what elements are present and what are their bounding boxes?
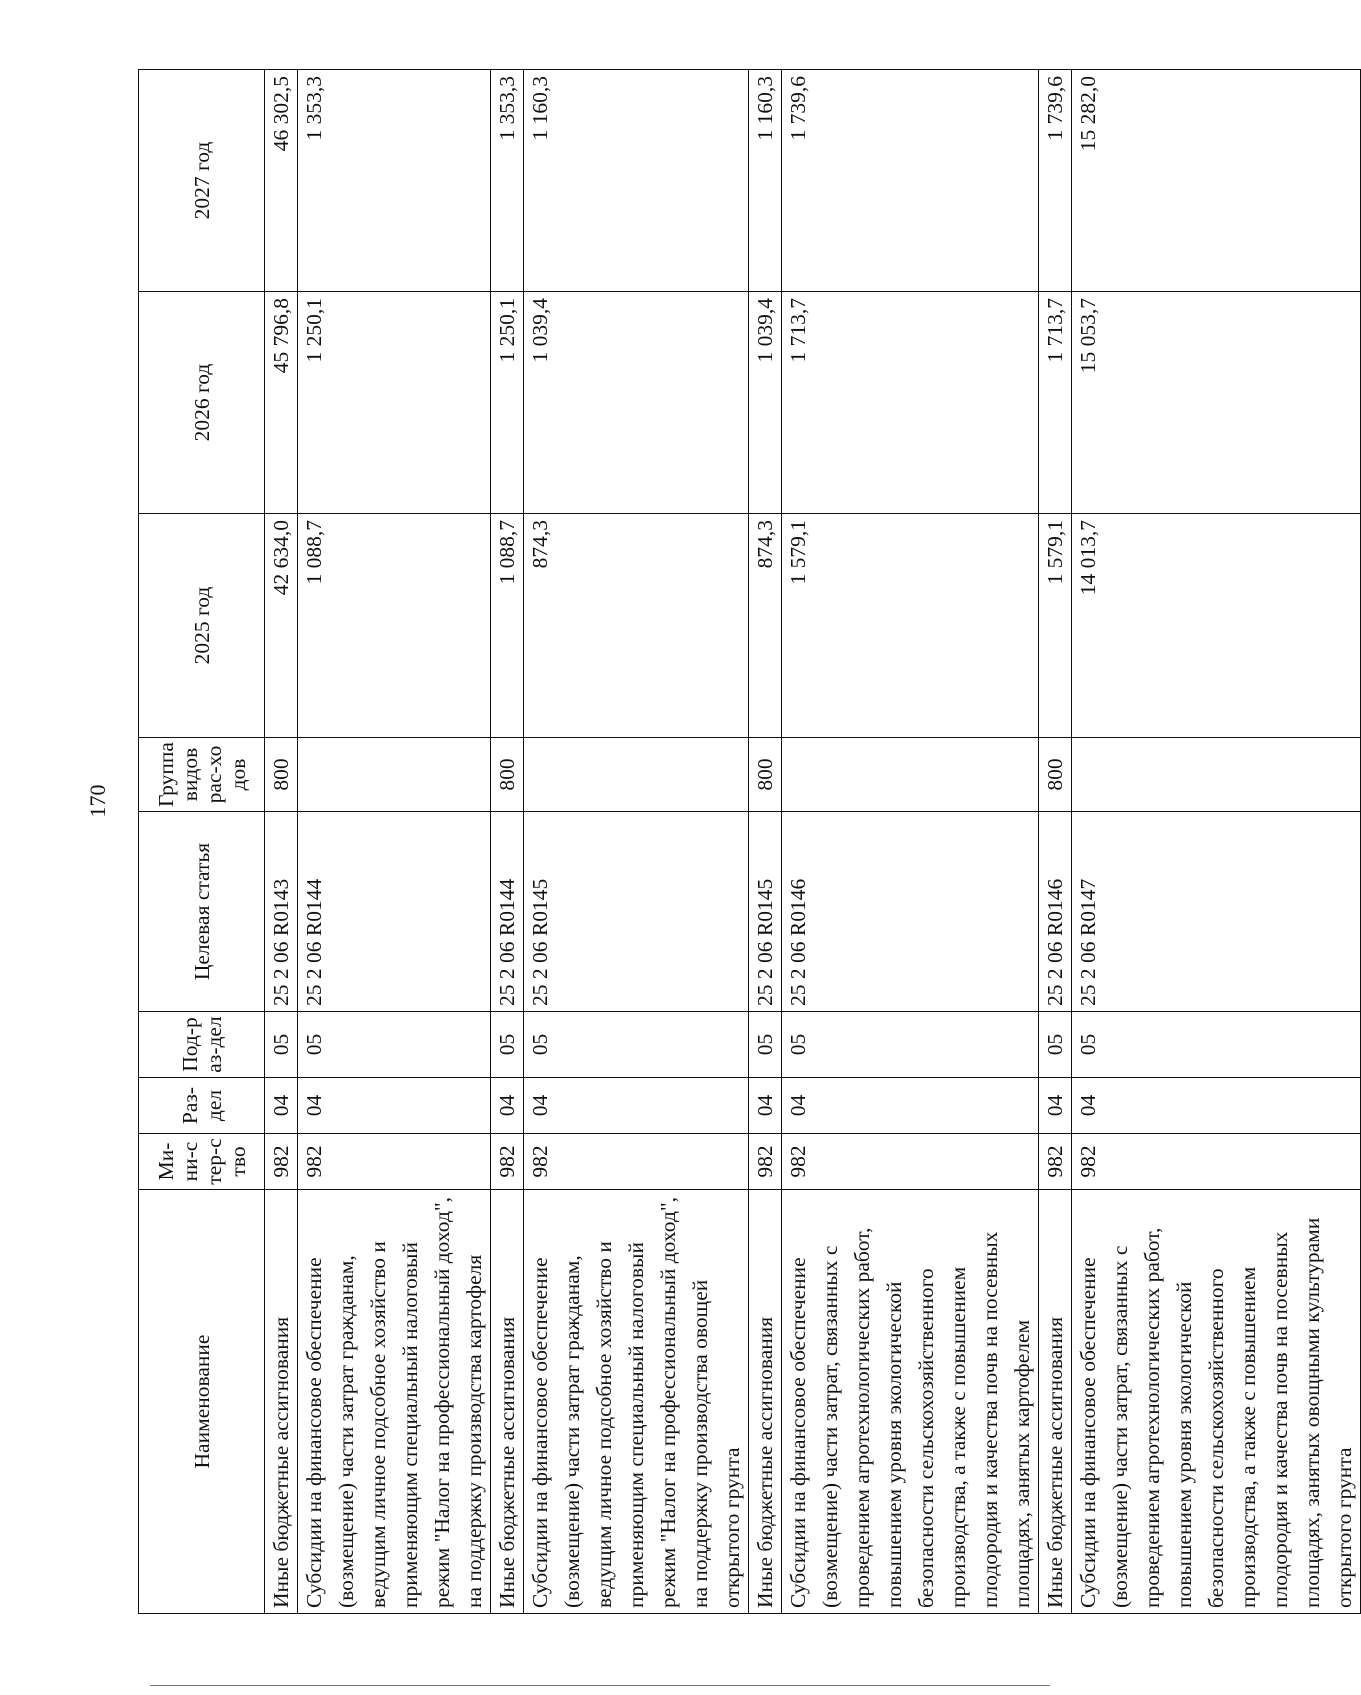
cell-name: Субсидии на финансовое обеспечение (возмещение) части затрат гражданам, ведущим личное подсобное хозяйство и применяющим специальный налоговый режим "Налог на профессиональный доход", на поддержку производства овощей открытого грунта: [524, 1190, 749, 1614]
header-expense-group: Группа видов рас-ходов: [139, 738, 265, 812]
cell-2026: 1 713,7: [782, 292, 1039, 514]
cell-2026: 1 250,1: [491, 292, 524, 514]
cell-target: 25 2 06 R0144: [298, 812, 491, 1012]
cell-expense-group: 800: [1039, 738, 1072, 812]
header-row: [139, 70, 265, 1614]
cell-2025: 1 088,7: [298, 514, 491, 738]
table-row: [265, 70, 298, 1614]
cell-ministry: 982: [1072, 1134, 1361, 1190]
cell-ministry: 982: [749, 1134, 782, 1190]
table-row: [524, 70, 749, 1614]
table-row: [749, 70, 782, 1614]
cell-2025: 1 088,7: [491, 514, 524, 738]
header-2026: 2026 год: [139, 292, 265, 514]
table-row: [782, 70, 1039, 1614]
cell-expense-group: [298, 738, 491, 812]
cell-2027: 15 282,0: [1072, 70, 1361, 292]
table-row: [1072, 70, 1361, 1614]
cell-section: 04: [782, 1078, 1039, 1134]
table-row: [298, 70, 491, 1614]
cell-ministry: 982: [1039, 1134, 1072, 1190]
cell-target: 25 2 06 R0144: [491, 812, 524, 1012]
cell-expense-group: 800: [749, 738, 782, 812]
cell-2026: 45 796,8: [265, 292, 298, 514]
header-ministry: Ми-ни-стер-ство: [139, 1134, 265, 1190]
cell-2027: 1 739,6: [782, 70, 1039, 292]
cell-2027: 46 302,5: [265, 70, 298, 292]
cell-section: 04: [491, 1078, 524, 1134]
cell-2025: 1 579,1: [1039, 514, 1072, 738]
cell-2025: 874,3: [749, 514, 782, 738]
cell-ministry: 982: [265, 1134, 298, 1190]
cell-subsection: 05: [298, 1012, 491, 1078]
cell-2026: 1 713,7: [1039, 292, 1072, 514]
cell-subsection: 05: [265, 1012, 298, 1078]
cell-2025: 42 634,0: [265, 514, 298, 738]
cell-2027: 1 739,6: [1039, 70, 1072, 292]
cell-name: Иные бюджетные ассигнования: [749, 1190, 782, 1614]
cell-expense-group: [782, 738, 1039, 812]
cell-2026: 1 039,4: [524, 292, 749, 514]
cell-2026: 15 053,7: [1072, 292, 1361, 514]
cell-name: Иные бюджетные ассигнования: [265, 1190, 298, 1614]
cell-ministry: 982: [298, 1134, 491, 1190]
table-row: [1039, 70, 1072, 1614]
cell-2025: 14 013,7: [1072, 514, 1361, 738]
cell-section: 04: [1039, 1078, 1072, 1134]
page-number: 170: [85, 784, 110, 818]
cell-expense-group: 800: [491, 738, 524, 812]
cell-2027: 1 353,3: [298, 70, 491, 292]
header-subsection: Под-раз-дел: [139, 1012, 265, 1078]
budget-table: [138, 69, 1361, 1614]
cell-2025: 1 579,1: [782, 514, 1039, 738]
cell-target: 25 2 06 R0145: [524, 812, 749, 1012]
cell-subsection: 05: [1072, 1012, 1361, 1078]
cell-name: Субсидии на финансовое обеспечение (возмещение) части затрат гражданам, ведущим личное подсобное хозяйство и применяющим специальный налоговый режим "Налог на профессиональный доход", на поддержку производства картофеля: [298, 1190, 491, 1614]
cell-name: Субсидии на финансовое обеспечение (возмещение) части затрат, связанных с проведением агротехнологических работ, повышением уровня экологической безопасности сельскохозяйственного производства, а также с повышением плодородия и качества почв на посевных площадях, занятых картофелем: [782, 1190, 1039, 1614]
page-bottom-rule: [150, 1685, 1050, 1686]
cell-expense-group: 800: [265, 738, 298, 812]
cell-subsection: 05: [782, 1012, 1039, 1078]
table-row: [491, 70, 524, 1614]
cell-subsection: 05: [524, 1012, 749, 1078]
cell-2027: 1 160,3: [524, 70, 749, 292]
cell-target: 25 2 06 R0146: [782, 812, 1039, 1012]
cell-section: 04: [749, 1078, 782, 1134]
cell-section: 04: [265, 1078, 298, 1134]
cell-expense-group: [524, 738, 749, 812]
cell-target: 25 2 06 R0146: [1039, 812, 1072, 1012]
cell-subsection: 05: [749, 1012, 782, 1078]
cell-name: Иные бюджетные ассигнования: [1039, 1190, 1072, 1614]
cell-2027: 1 160,3: [749, 70, 782, 292]
header-section: Раз-дел: [139, 1078, 265, 1134]
header-2027: 2027 год: [139, 70, 265, 292]
cell-target: 25 2 06 R0145: [749, 812, 782, 1012]
cell-expense-group: [1072, 738, 1361, 812]
header-2025: 2025 год: [139, 514, 265, 738]
cell-ministry: 982: [524, 1134, 749, 1190]
cell-name: Иные бюджетные ассигнования: [491, 1190, 524, 1614]
cell-ministry: 982: [491, 1134, 524, 1190]
cell-subsection: 05: [1039, 1012, 1072, 1078]
cell-target: 25 2 06 R0143: [265, 812, 298, 1012]
cell-section: 04: [1072, 1078, 1361, 1134]
cell-section: 04: [524, 1078, 749, 1134]
cell-section: 04: [298, 1078, 491, 1134]
rotated-table-container: [138, 70, 1356, 1614]
cell-name: Субсидии на финансовое обеспечение (возмещение) части затрат, связанных с проведением агротехнологических работ, повышением уровня экологической безопасности сельскохозяйственного производства, а также с повышением плодородия и качества почв на посевных площадях, занятых овощными культурами открытого грунта: [1072, 1190, 1361, 1614]
header-name: Наименование: [139, 1190, 265, 1614]
cell-ministry: 982: [782, 1134, 1039, 1190]
cell-2026: 1 039,4: [749, 292, 782, 514]
cell-2025: 874,3: [524, 514, 749, 738]
cell-2027: 1 353,3: [491, 70, 524, 292]
cell-2026: 1 250,1: [298, 292, 491, 514]
cell-target: 25 2 06 R0147: [1072, 812, 1361, 1012]
cell-subsection: 05: [491, 1012, 524, 1078]
header-target: Целевая статья: [139, 812, 265, 1012]
